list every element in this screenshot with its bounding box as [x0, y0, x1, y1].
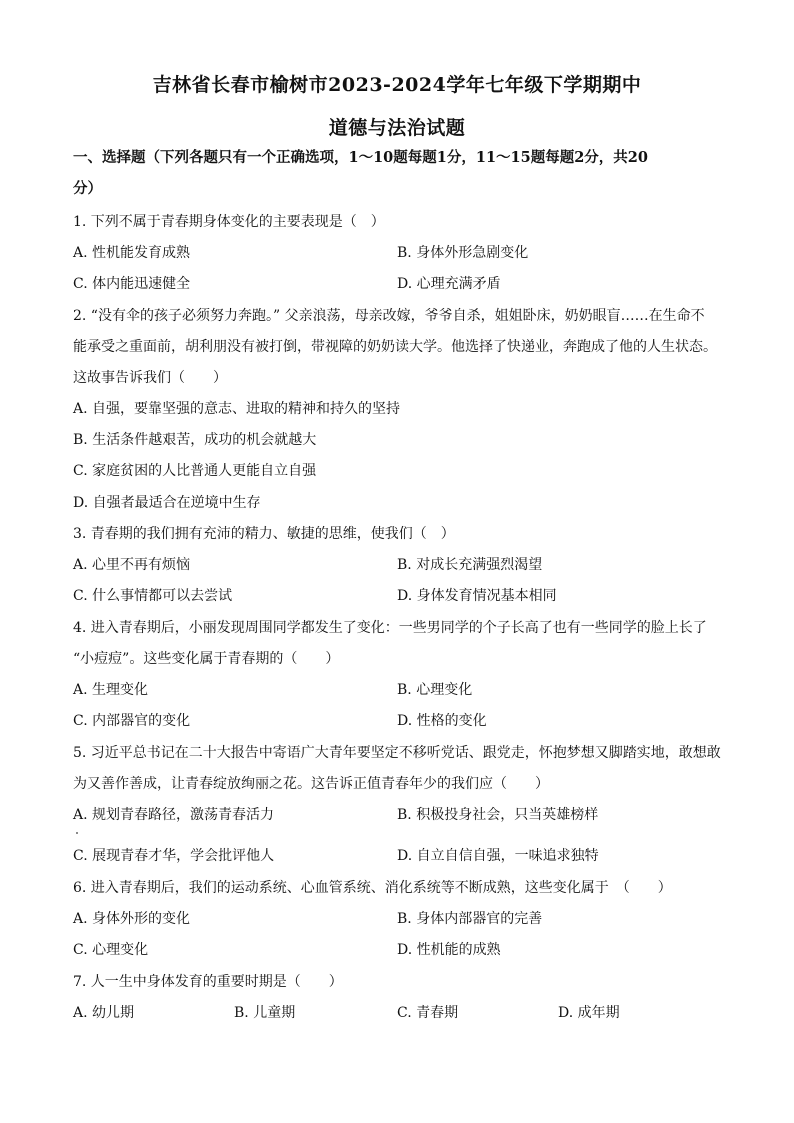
- question-4-option-a: A. 生理变化: [73, 682, 149, 698]
- question-3-option-d: D. 身体发育情况基本相同: [397, 588, 557, 604]
- stray-dot-mark: [76, 832, 78, 834]
- question-4-option-c: C. 内部器官的变化: [73, 713, 191, 729]
- question-5-stem: 5. 习近平总书记在二十大报告中寄语广大青年要坚定不移听党话、跟党走，怀抱梦想又脚踏实地，敢想敢: [73, 745, 721, 761]
- question-2-stem-cont: 能承受之重面前，胡利朋没有被打倒，带视障的奶奶读大学。他选择了快递业，奔跑成了他的人生状态。: [73, 339, 717, 355]
- question-1-option-b: B. 身体外形急剧变化: [397, 245, 529, 261]
- question-6-option-d: D. 性机能的成熟: [397, 942, 501, 958]
- question-4-option-d: D. 性格的变化: [397, 713, 487, 729]
- question-7-option-c: C. 青春期: [397, 1005, 459, 1021]
- question-3-option-c: C. 什么事情都可以去尝试: [73, 588, 233, 604]
- question-2-option-b: B. 生活条件越艰苦，成功的机会就越大: [73, 432, 317, 448]
- question-7-stem: 7. 人一生中身体发育的重要时期是（ ）: [73, 974, 343, 990]
- question-3-option-b: B. 对成长充满强烈渴望: [397, 557, 543, 573]
- exam-title: 吉林省长春市榆树市2023-2024学年七年级下学期期中: [152, 74, 642, 96]
- question-1-option-c: C. 体内能迅速健全: [73, 276, 191, 292]
- question-5-option-d: D. 自立自信自强，一味追求独特: [397, 848, 599, 864]
- question-6-option-a: A. 身体外形的变化: [73, 911, 191, 927]
- question-2-option-d: D. 自强者最适合在逆境中生存: [73, 495, 261, 511]
- question-1-stem: 1. 下列不属于青春期身体变化的主要表现是（ ）: [73, 214, 385, 230]
- question-2-option-a: A. 自强，要靠坚强的意志、进取的精神和持久的坚持: [73, 401, 401, 417]
- question-3-stem: 3. 青春期的我们拥有充沛的精力、敏捷的思维，使我们（ ）: [73, 526, 455, 542]
- question-1-option-d: D. 心理充满矛盾: [397, 276, 501, 292]
- question-6-option-b: B. 身体内部器官的完善: [397, 911, 543, 927]
- question-5-option-a: A. 规划青春路径，激荡青春活力: [73, 807, 275, 823]
- section-heading-cont: 分）: [73, 180, 102, 197]
- question-2-stem: 2. “没有伞的孩子必须努力奔跑。” 父亲浪荡，母亲改嫁，爷爷自杀，姐姐卧床，奶奶眼盲……在生命不: [73, 308, 705, 324]
- question-7-option-b: B. 儿童期: [234, 1005, 296, 1021]
- question-7-option-a: A. 幼儿期: [73, 1005, 135, 1021]
- section-heading: 一、选择题（下列各题只有一个正确选项，1～10题每题1分，11～15题每题2分，共20: [73, 149, 648, 166]
- question-2-stem-cont: 这故事告诉我们（ ）: [73, 370, 227, 386]
- question-2-option-c: C. 家庭贫困的人比普通人更能自立自强: [73, 463, 317, 479]
- question-5-option-c: C. 展现青春才华，学会批评他人: [73, 848, 275, 864]
- exam-subject-title: 道德与法治试题: [328, 117, 466, 139]
- question-3-option-a: A. 心里不再有烦恼: [73, 557, 191, 573]
- question-6-option-c: C. 心理变化: [73, 942, 149, 958]
- question-7-option-d: D. 成年期: [558, 1005, 620, 1021]
- question-6-stem: 6. 进入青春期后，我们的运动系统、心血管系统、消化系统等不断成熟，这些变化属于 （ ）: [73, 880, 672, 896]
- question-5-stem-cont: 为又善作善成，让青春绽放绚丽之花。这告诉正值青春年少的我们应（ ）: [73, 776, 549, 792]
- question-4-stem: 4. 进入青春期后，小丽发现周围同学都发生了变化：一些男同学的个子长高了也有一些同学的脸上长了: [73, 620, 707, 636]
- question-4-option-b: B. 心理变化: [397, 682, 473, 698]
- question-4-stem-cont: “小痘痘”。这些变化属于青春期的（ ）: [73, 651, 340, 667]
- question-1-option-a: A. 性机能发育成熟: [73, 245, 191, 261]
- question-5-option-b: B. 积极投身社会，只当英雄榜样: [397, 807, 599, 823]
